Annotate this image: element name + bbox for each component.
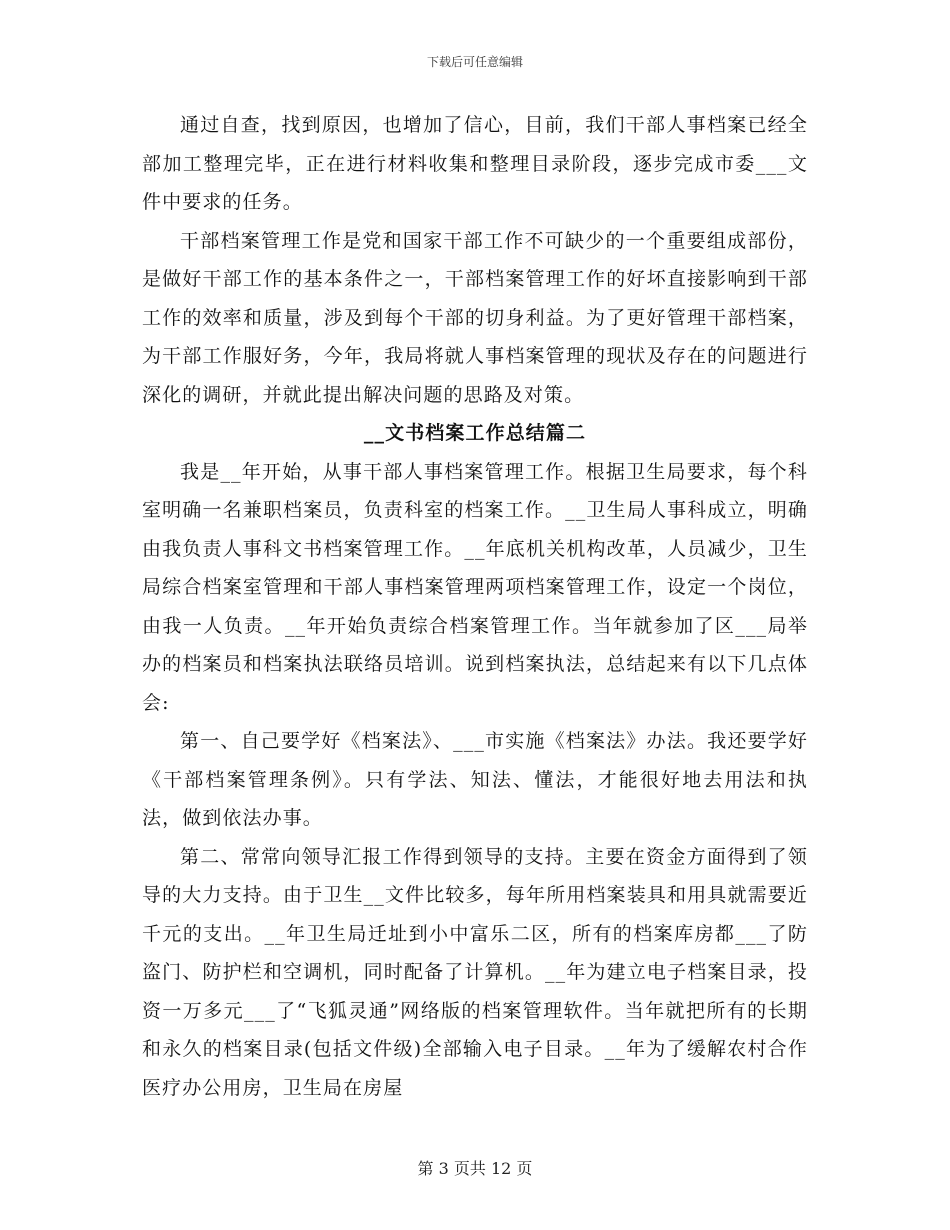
paragraph-point-one: 第一、自己要学好《档案法》、___市实施《档案法》办法。我还要学好《干部档案管理条例》。只有学法、知法、懂法，才能很好地去用法和执法，做到依法办事。 <box>142 730 808 829</box>
paragraph-self-check: 通过自查，找到原因，也增加了信心，目前，我们干部人事档案已经全部加工整理完毕，正在进行材料收集和整理目录阶段，逐步完成市委___文件中要求的任务。 <box>142 114 808 213</box>
paragraph-point-two: 第二、常常向领导汇报工作得到领导的支持。主要在资金方面得到了领导的大力支持。由于卫生__文件比较多，每年所用档案装具和用具就需要近千元的支出。__年卫生局迁址到小中富乐二区，所有的档案库房都___了防盗门、防护栏和空调机，同时配备了计算机。__年为建立电子档案目录，投资一万多元___了“飞狐灵通”网络版的档案管理软件。当年就把所有的长期和永久的档案目录(包括文件级)全部输入电子目录。__年为了缓解农村合作医疗办公用房，卫生局在房屋 <box>142 845 808 1099</box>
page-header: 下载后可任意编辑 <box>426 55 523 69</box>
paragraph-archive-importance: 干部档案管理工作是党和国家干部工作不可缺少的一个重要组成部份，是做好干部工作的基本条件之一，干部档案管理工作的好坏直接影响到干部工作的效率和质量，涉及到每个干部的切身利益。为了更好管理干部档案，为干部工作服好务，今年，我局将就人事档案管理的现状及存在的问题进行深化的调研，并就此提出解决问题的思路及对策。 <box>142 229 808 406</box>
page-number-footer: 第 3 页共 12 页 <box>417 1159 533 1178</box>
document-body <box>142 106 808 1107</box>
paragraph-work-history: 我是__年开始，从事干部人事档案管理工作。根据卫生局要求，每个科室明确一名兼职档案员，负责科室的档案工作。__卫生局人事科成立，明确由我负责人事科文书档案管理工作。__年底机关机构改革，人员减少，卫生局综合档案室管理和干部人事档案管理两项档案管理工作，设定一个岗位，由我一人负责。__年开始负责综合档案管理工作。当年就参加了区___局举办的档案员和档案执法联络员培训。说到档案执法，总结起来有以下几点体会: <box>142 460 808 714</box>
section-title: __文书档案工作总结篇二 <box>363 422 587 444</box>
